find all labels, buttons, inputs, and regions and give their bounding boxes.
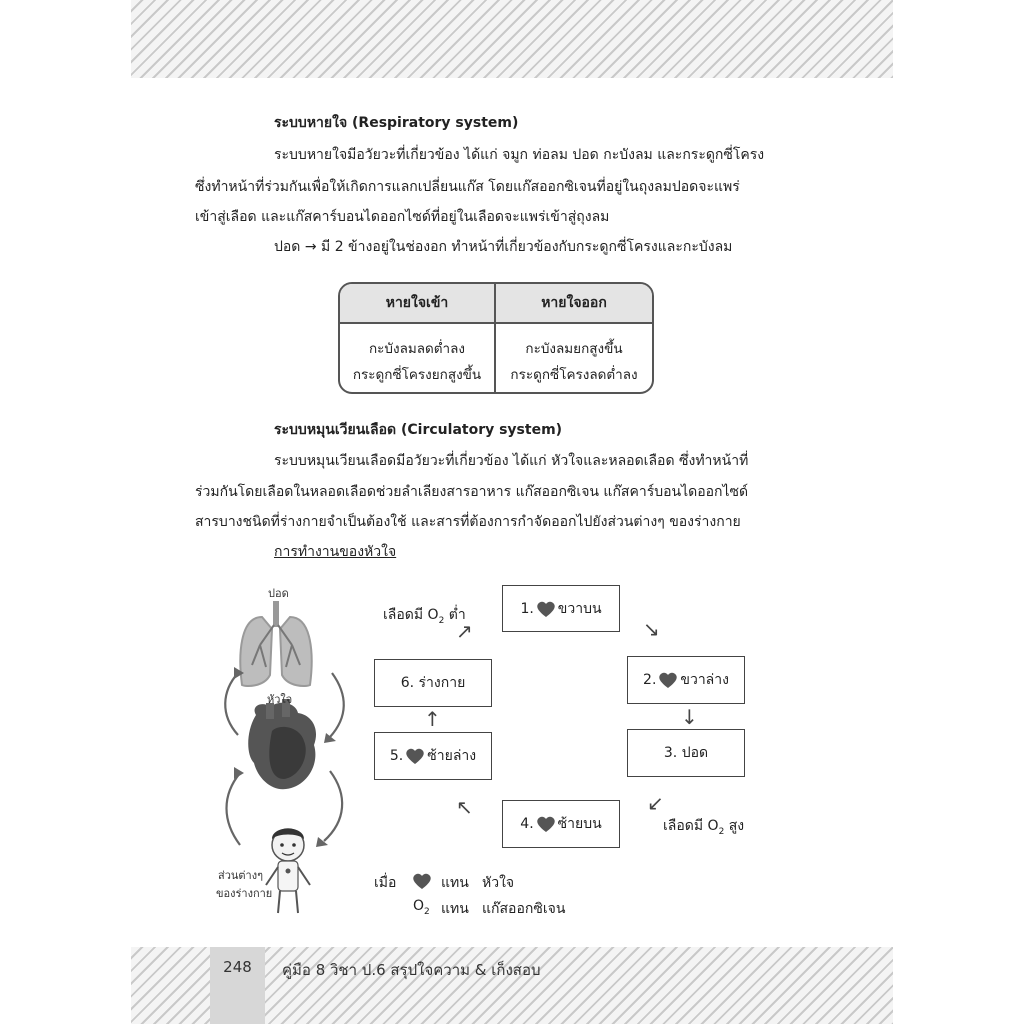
arrow-down-left-icon: ↙ <box>647 791 664 815</box>
cycle-box-right-ventricle <box>627 656 745 704</box>
exhale-header: หายใจออก <box>496 284 652 324</box>
inhale-line-2: กระดูกซี่โครงยกสูงขึ้น <box>352 367 482 383</box>
box4-number: 4. <box>520 816 534 832</box>
legend-o2-subscript: 2 <box>424 906 430 917</box>
low-o2-subscript: 2 <box>438 615 445 626</box>
legend-heart-icon <box>412 872 432 890</box>
respiratory-paragraph-line-1: ระบบหายใจมีอวัยวะที่เกี่ยวข้อง ได้แก่ จมูก ท่อลม ปอด กะบังลม และกระดูกซี่โครง <box>274 147 765 163</box>
inhale-header: หายใจเข้า <box>340 284 496 324</box>
box5-text: ซ้ายล่าง <box>427 748 477 764</box>
legend-heart-meaning: หัวใจ <box>482 875 515 891</box>
cycle-box-lungs: 3. ปอด <box>627 729 745 777</box>
high-o2-subscript: 2 <box>718 826 725 837</box>
circulatory-paragraph-line-1: ระบบหมุนเวียนเลือดมีอวัยวะที่เกี่ยวข้อง ได้แก่ หัวใจและหลอดเลือด ซึ่งทำหน้าที่ <box>274 453 749 469</box>
legend-o2-meaning: แก๊สออกซิเจน <box>482 901 566 917</box>
cycle-box-body: 6. ร่างกาย <box>374 659 492 707</box>
box5-number: 5. <box>389 748 404 764</box>
arrow-down-right-icon: ↘ <box>643 617 660 641</box>
heart-icon <box>536 600 556 618</box>
heart-icon <box>405 747 425 765</box>
circulatory-heading: ระบบหมุนเวียนเลือด (Circulatory system) <box>274 422 563 438</box>
legend-o2-letter: O <box>413 898 425 914</box>
breathing-table <box>338 282 654 394</box>
exhale-line-2: กระดูกซี่โครงลดต่ำลง <box>510 367 638 383</box>
lungs-icon <box>240 601 311 686</box>
respiratory-heading: ระบบหายใจ (Respiratory system) <box>274 115 519 131</box>
heart-function-subheading: การทำงานของหัวใจ <box>274 544 397 560</box>
arrow-up-icon: ↑ <box>424 707 441 731</box>
cycle-box-left-ventricle <box>374 732 492 780</box>
heart-icon <box>658 671 678 689</box>
box2-number: 2. <box>643 672 657 688</box>
body-label-line-2: ของร่างกาย <box>216 887 273 900</box>
legend-when: เมื่อ <box>374 875 397 891</box>
cycle-box-left-atrium <box>502 800 620 848</box>
heart-icon <box>536 815 556 833</box>
box1-text: ขวาบน <box>557 600 602 617</box>
circulatory-paragraph-line-3: สารบางชนิดที่ร่างกายจำเป็นต้องใช้ และสารที่ต้องการกำจัดออกไปยังส่วนต่างๆ ของร่างกาย <box>195 514 741 530</box>
lung-note: ปอด → มี 2 ข้างอยู่ในช่องอก ทำหน้าที่เกี่ยวข้องกับกระดูกซี่โครงและกะบังลม <box>274 239 733 255</box>
exhale-cell <box>496 324 652 392</box>
arrow-up-right-icon: ↗ <box>456 619 473 643</box>
anatomical-heart-icon <box>248 699 316 789</box>
header-stripe-band <box>131 0 893 78</box>
body-label-line-1: ส่วนต่างๆ <box>218 869 264 882</box>
page-number: 248 <box>223 958 252 976</box>
cycle-box-right-atrium <box>502 585 620 632</box>
exhale-line-1: กะบังลมยกสูงขึ้น <box>525 341 623 357</box>
lung-label: ปอด <box>268 587 289 600</box>
inhale-line-1: กะบังลมลดต่ำลง <box>368 341 465 357</box>
high-oxygen-label <box>663 815 744 837</box>
high-o2-suffix: สูง <box>724 818 745 834</box>
child-body-icon <box>266 829 310 914</box>
book-title: คู่มือ 8 วิชา ป.6 สรุปใจความ & เก็งสอบ <box>282 961 541 979</box>
legend-stands-for-1: แทน <box>441 875 469 891</box>
box2-text: ขวาล่าง <box>680 672 729 688</box>
low-oxygen-label <box>383 604 466 626</box>
low-o2-prefix: เลือดมี O <box>383 607 439 623</box>
arrow-up-left-icon: ↖ <box>456 795 473 819</box>
respiratory-paragraph-line-2: ซึ่งทำหน้าที่ร่วมกันเพื่อให้เกิดการแลกเปลี่ยนแก๊ส โดยแก๊สออกซิเจนที่อยู่ในถุงลมปอดจะแพร่ <box>195 179 740 195</box>
legend-o2-symbol <box>413 898 430 917</box>
arrow-down-icon: ↓ <box>681 705 698 729</box>
heart-label: หัวใจ <box>267 693 293 706</box>
inhale-cell <box>340 324 496 392</box>
circulatory-paragraph-line-2: ร่วมกันโดยเลือดในหลอดเลือดช่วยลำเลียงสารอาหาร แก๊สออกซิเจน แก๊สคาร์บอนไดออกไซด์ <box>195 484 749 500</box>
box1-number: 1. <box>520 600 534 617</box>
low-o2-suffix: ต่ำ <box>444 607 466 623</box>
box4-text: ซ้ายบน <box>557 816 602 832</box>
respiratory-paragraph-line-3: เข้าสู่เลือด และแก๊สคาร์บอนไดออกไซด์ที่อยู่ในเลือดจะแพร่เข้าสู่ถุงลม <box>195 209 610 225</box>
high-o2-prefix: เลือดมี O <box>663 818 719 834</box>
legend-stands-for-2: แทน <box>441 901 469 917</box>
